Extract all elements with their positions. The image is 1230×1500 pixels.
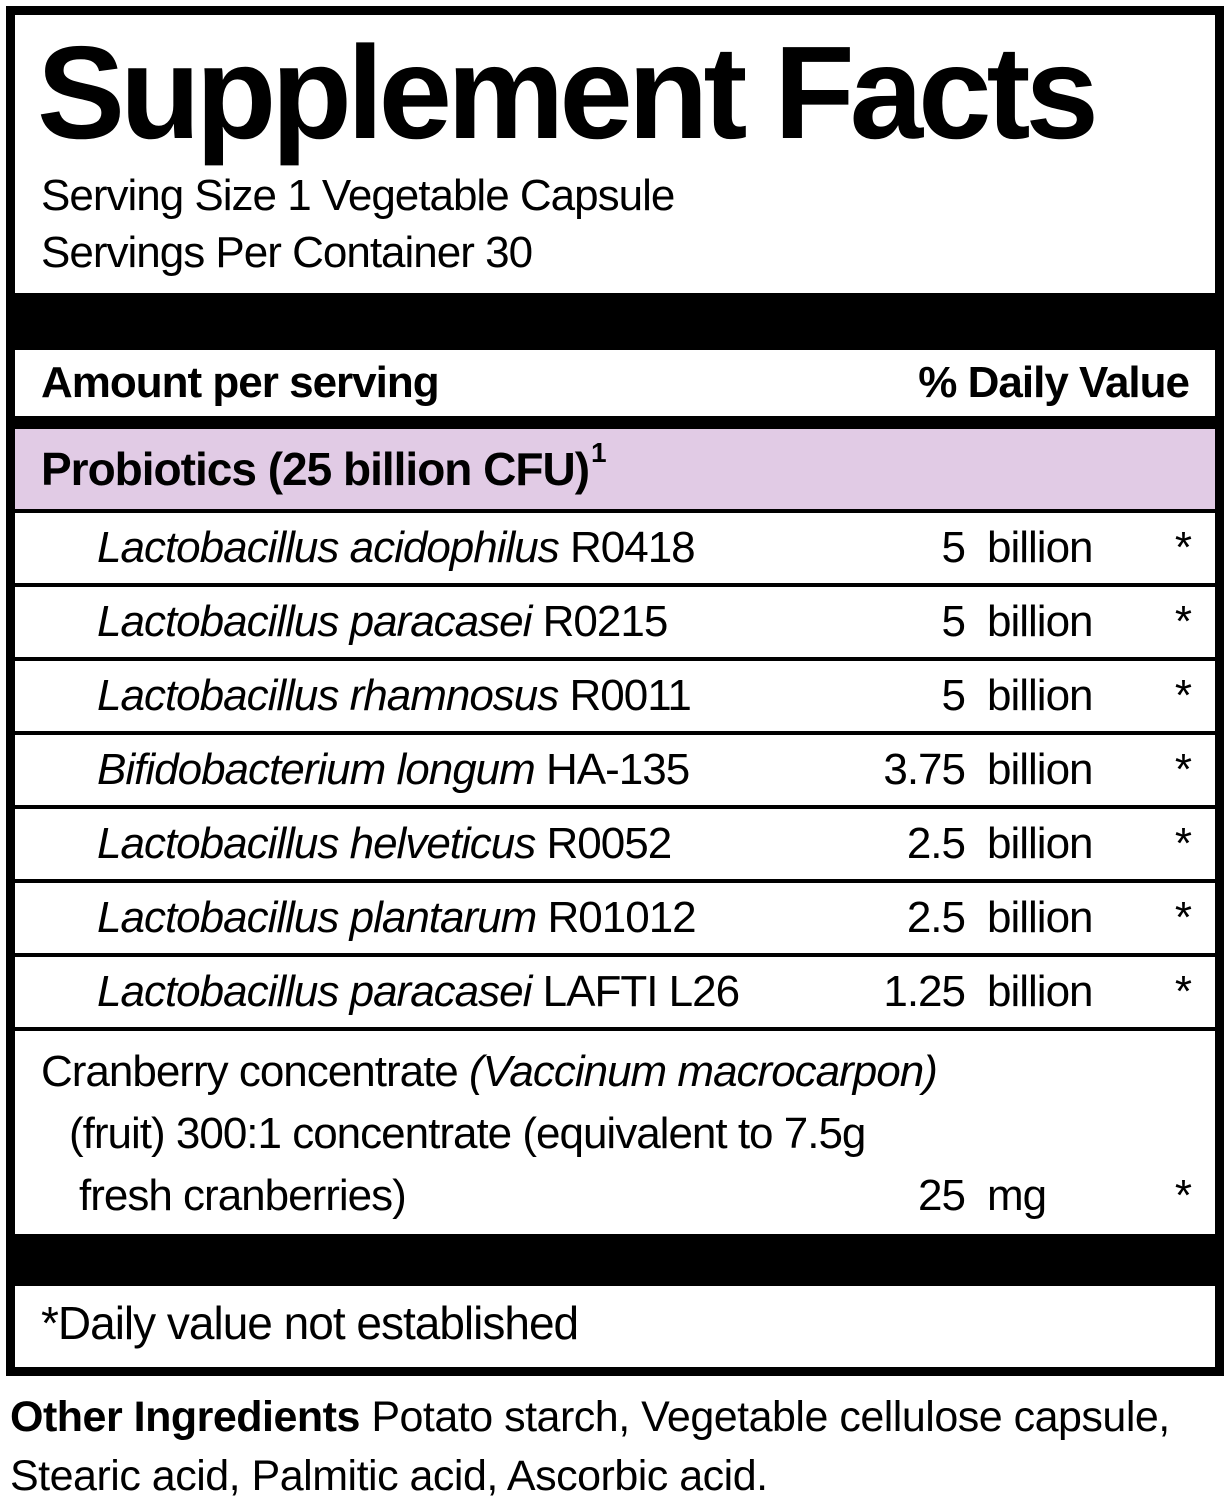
daily-value-footnote: *Daily value not established <box>41 1297 579 1350</box>
amount-unit: billion <box>987 745 1093 795</box>
daily-value-asterisk: * <box>1174 523 1191 573</box>
other-ingredients-text: Stearic acid, Palmitic acid, Ascorbic acid. <box>10 1452 768 1500</box>
servings-per-container-line: Servings Per Container 30 <box>41 228 533 278</box>
daily-value-asterisk: * <box>1174 1170 1191 1220</box>
ingredient-species: Lactobacillus acidophilus <box>97 523 559 573</box>
daily-value-asterisk: * <box>1174 967 1191 1017</box>
amount-value: 2.5 <box>906 819 965 869</box>
ingredient-row <box>15 509 1215 583</box>
amount-value: 2.5 <box>906 893 965 943</box>
ingredient-row <box>15 879 1215 953</box>
ingredient-strain: R0011 <box>569 671 691 721</box>
cranberry-entry <box>15 1027 1215 1234</box>
ingredient-species: Bifidobacterium longum <box>97 745 535 795</box>
daily-value-asterisk: * <box>1174 893 1191 943</box>
ingredient-species: Lactobacillus paracasei <box>97 597 532 647</box>
ingredient-strain: R01012 <box>547 893 696 943</box>
separator-bar-top <box>15 293 1215 350</box>
amount-value: 5 <box>941 523 965 573</box>
amount-value: 25 <box>918 1170 965 1220</box>
ingredient-strain: LAFTI L26 <box>542 967 740 1017</box>
daily-value-asterisk: * <box>1174 745 1191 795</box>
serving-size-line: Serving Size 1 Vegetable Capsule <box>41 171 675 220</box>
amount-unit: billion <box>987 671 1093 721</box>
cranberry-detail-line: fresh cranberries) <box>79 1170 406 1220</box>
ingredient-strain: R0215 <box>542 597 668 647</box>
amount-value: 1.25 <box>883 967 965 1017</box>
supplement-facts-panel <box>6 6 1224 1376</box>
ingredient-row <box>15 731 1215 805</box>
group-footnote-ref: 1 <box>591 437 606 469</box>
amount-unit: billion <box>987 967 1093 1017</box>
ingredient-row <box>15 953 1215 1027</box>
amount-unit: billion <box>987 597 1093 647</box>
ingredient-strain: HA-135 <box>546 745 690 795</box>
amount-value: 5 <box>941 671 965 721</box>
daily-value-header: % Daily Value <box>918 358 1189 408</box>
ingredient-strain: R0052 <box>546 819 672 869</box>
amount-value: 5 <box>941 597 965 647</box>
amount-unit: mg <box>987 1170 1047 1220</box>
column-header-row <box>15 350 1215 416</box>
other-ingredients-label: Other Ingredients <box>10 1393 360 1441</box>
amount-unit: billion <box>987 893 1093 943</box>
probiotics-group-band <box>15 429 1215 509</box>
ingredient-row <box>15 657 1215 731</box>
amount-unit: billion <box>987 819 1093 869</box>
amount-per-serving-header: Amount per serving <box>41 358 439 408</box>
ingredient-species: Lactobacillus paracasei <box>97 967 532 1017</box>
other-ingredients-section <box>10 1388 1226 1500</box>
daily-value-asterisk: * <box>1174 671 1191 721</box>
ingredient-row <box>15 583 1215 657</box>
ingredient-species: Lactobacillus helveticus <box>97 819 536 869</box>
ingredient-strain: R0418 <box>569 523 695 573</box>
amount-value: 3.75 <box>883 745 965 795</box>
ingredient-species: Lactobacillus rhamnosus <box>97 671 559 721</box>
facts-title: Supplement Facts <box>37 19 1094 166</box>
ingredient-row <box>15 805 1215 879</box>
cranberry-latin-name: (Vaccinum macrocarpon) <box>469 1047 937 1097</box>
other-ingredients-text: Potato starch, Vegetable cellulose capsule, <box>359 1393 1170 1441</box>
separator-bar-bottom <box>15 1234 1215 1286</box>
ingredient-species: Lactobacillus plantarum <box>97 893 537 943</box>
separator-bar-thin <box>15 416 1215 429</box>
amount-unit: billion <box>987 523 1093 573</box>
cranberry-detail-line: (fruit) 300:1 concentrate (equivalent to 7.5g <box>69 1108 866 1158</box>
daily-value-asterisk: * <box>1174 597 1191 647</box>
group-name: Probiotics (25 billion CFU) <box>41 443 590 496</box>
daily-value-asterisk: * <box>1174 819 1191 869</box>
cranberry-name: Cranberry concentrate <box>41 1047 469 1097</box>
